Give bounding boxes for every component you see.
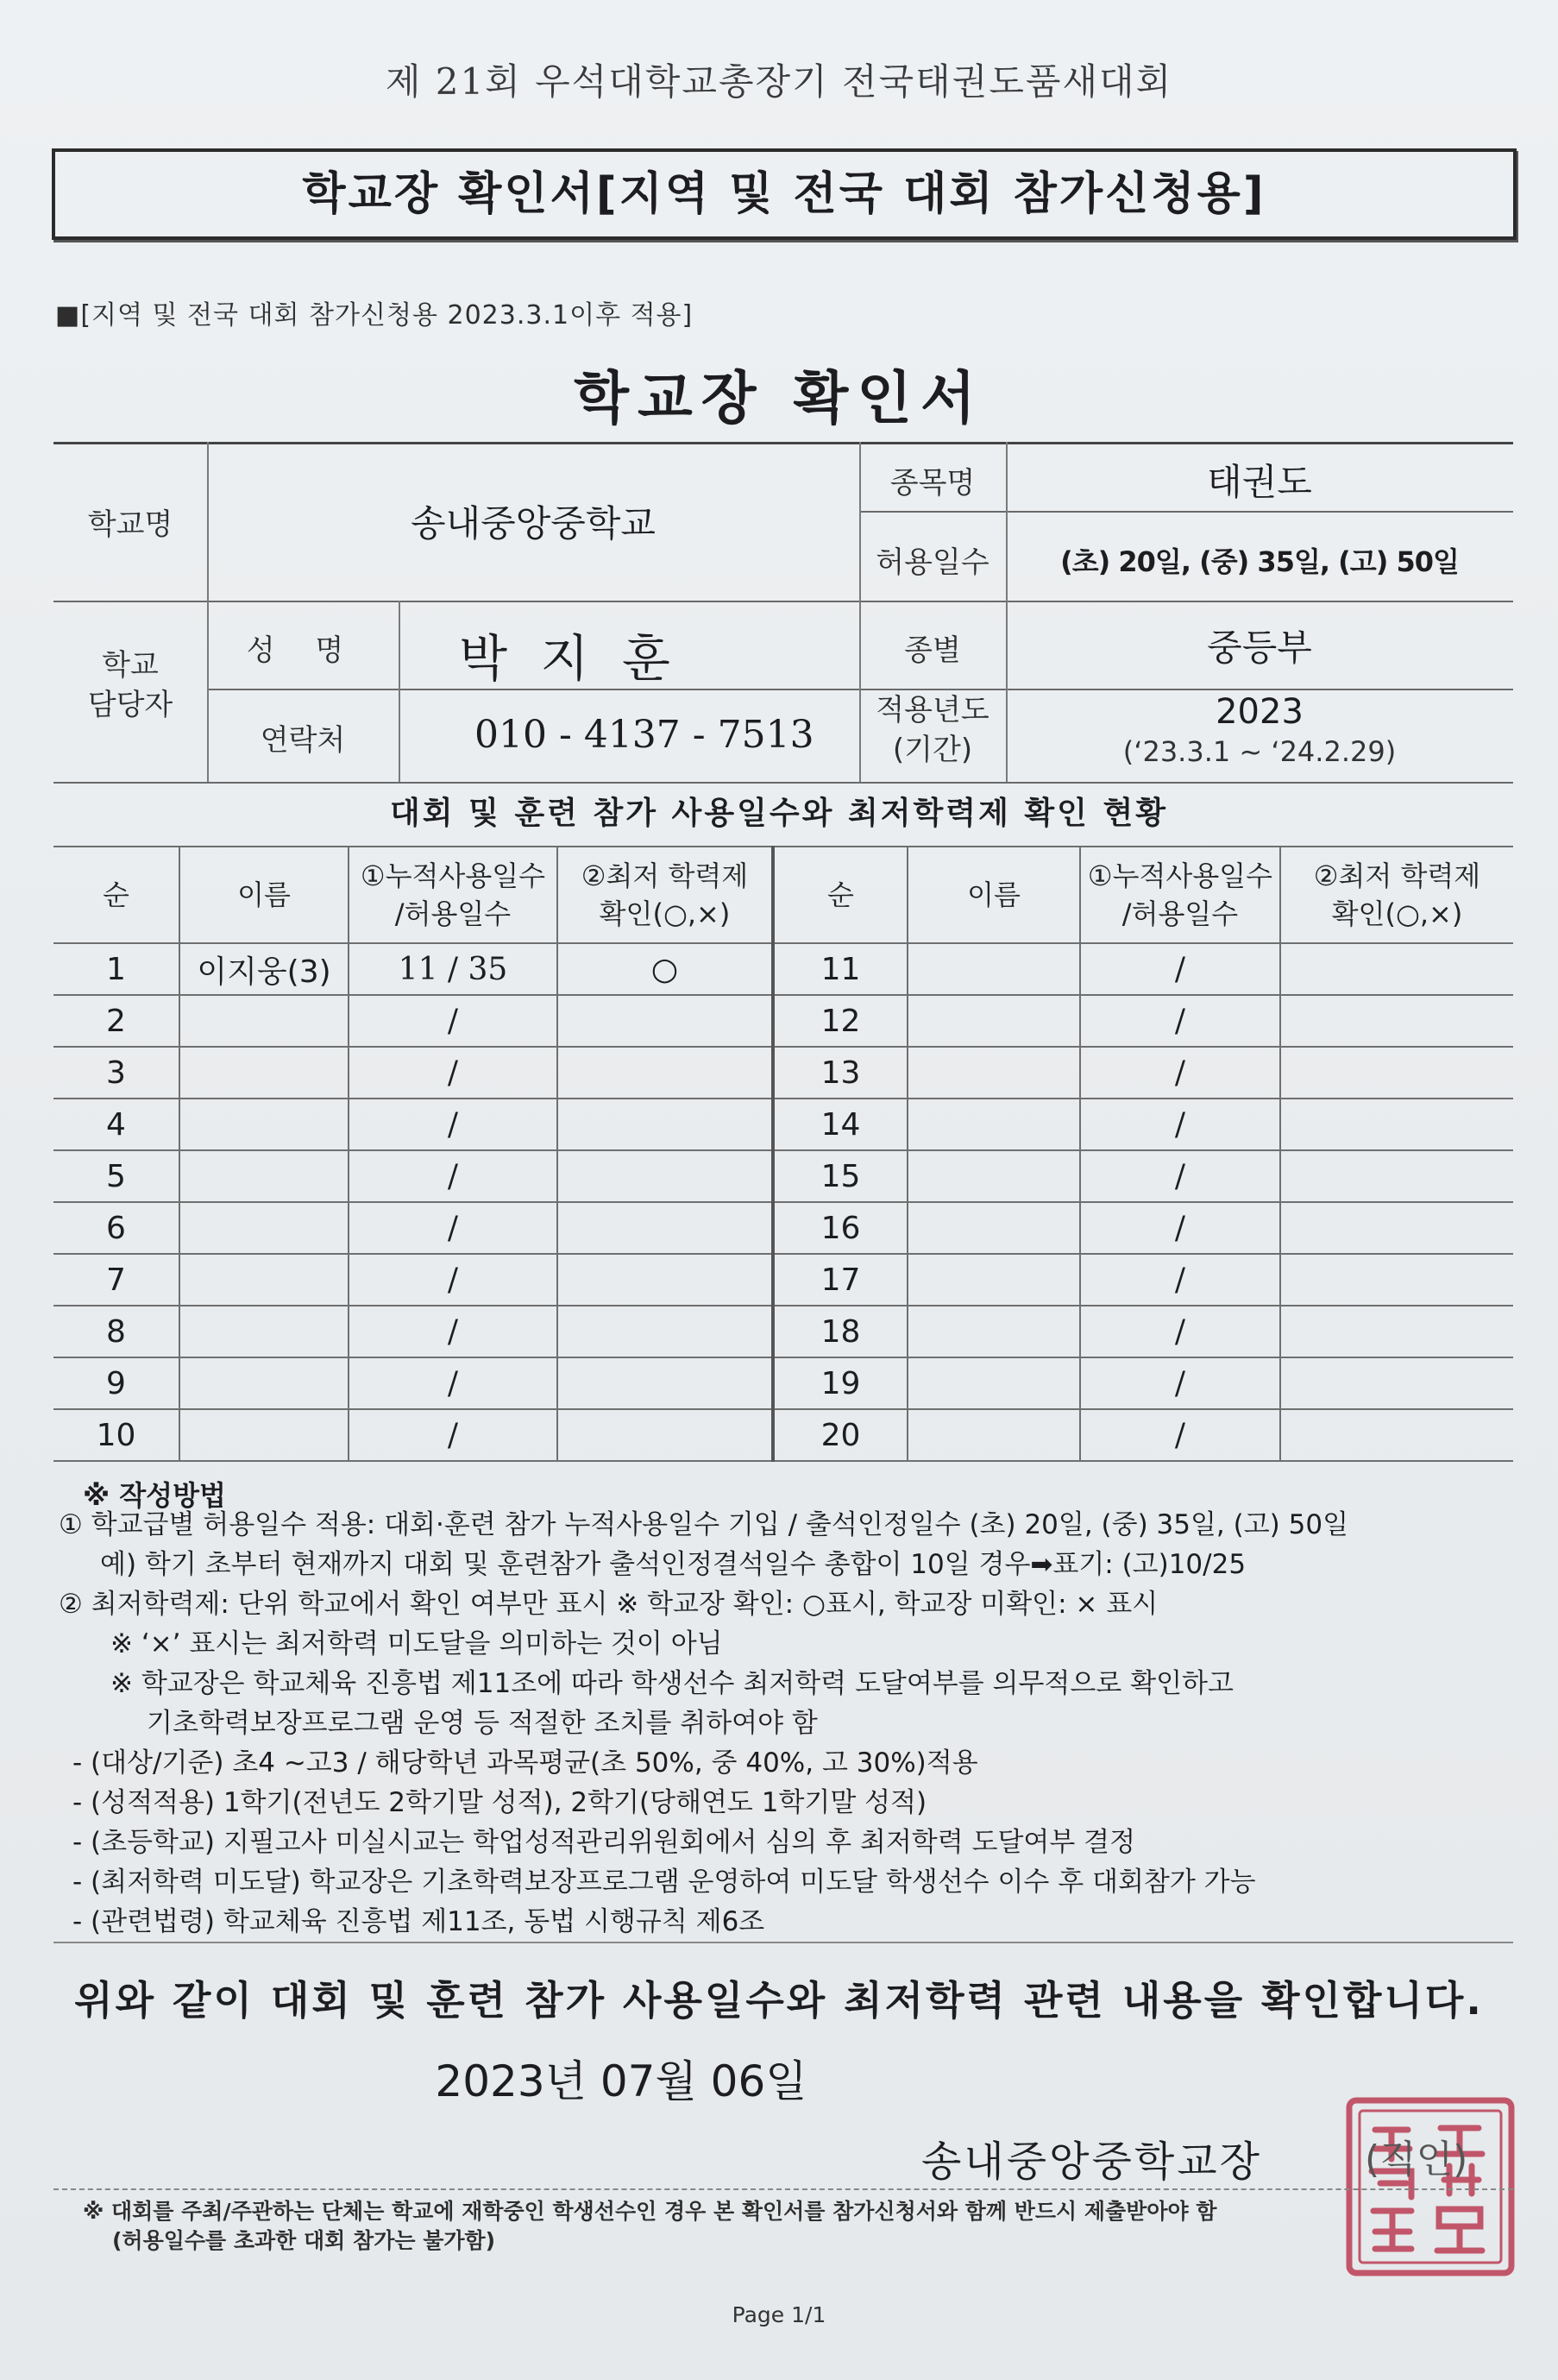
allowed-days-value: (초) 20일, (중) 35일, (고) 50일 [1060,545,1459,578]
row-no-2: 13 [773,1047,908,1099]
participants-table [53,846,1513,1462]
year-value: 2023 [1216,692,1304,732]
row-check-2 [1280,1357,1513,1409]
row-check-2 [1280,1409,1513,1461]
school-name-value: 송내중앙중학교 [410,502,656,545]
row-name [179,1202,349,1254]
principal-name: 송내중앙중학교장 [921,2138,1262,2186]
row-no-2: 15 [773,1150,908,1202]
year-label: 적용년도 (기간) [876,693,989,767]
howto-line: ② 최저학력제: 단위 학교에서 확인 여부만 표시 ※ 학교장 확인: ○표시, 학교장 미확인: × 표시 [59,1589,1159,1620]
col-header-no: 순 [53,847,179,943]
row-check [557,1306,773,1357]
footnote [83,2197,1498,2256]
table-header-row [53,847,1513,943]
col-header-no-2: 순 [773,847,908,943]
row-name-2 [908,1047,1080,1099]
row-check-2 [1280,943,1513,995]
row-days: / [349,1254,557,1306]
row-no-2: 12 [773,995,908,1047]
row-name-2 [908,1357,1080,1409]
row-name-2 [908,1254,1080,1306]
table-row [53,943,1513,995]
division-value: 중등부 [1207,626,1312,669]
table-row [53,1099,1513,1150]
certificate-title-box [52,148,1517,240]
row-days: / [349,1409,557,1461]
row-days-2: / [1080,1047,1280,1099]
row-name-2 [908,995,1080,1047]
row-check [557,1409,773,1461]
row-no: 2 [53,995,179,1047]
row-no: 9 [53,1357,179,1409]
division-label: 종별 [904,633,961,668]
row-check-2 [1280,1047,1513,1099]
school-name-label: 학교명 [87,507,173,542]
row-name-2 [908,1202,1080,1254]
row-no: 6 [53,1202,179,1254]
row-check [557,1047,773,1099]
info-table [53,442,1513,784]
row-check [557,1150,773,1202]
howto-line: ※ 학교장은 학교체육 진흥법 제11조에 따라 학생선수 최저학력 도달여부를 의무적으로 확인하고 [110,1668,1234,1699]
manager-name-value: 박 지 훈 [459,629,679,688]
row-check [557,1254,773,1306]
section-title: 대회 및 훈련 참가 사용일수와 최저학력제 확인 현황 [389,796,1169,831]
col-header-days: ①누적사용일수 /허용일수 [349,847,557,943]
row-no-2: 11 [773,943,908,995]
col-header-check: ②최저 학력제 확인(○,×) [557,847,773,943]
row-no-2: 18 [773,1306,908,1357]
row-days-2: / [1080,1099,1280,1150]
event-title: 제 21회 우석대학교총장기 전국태권도품새대회 [385,60,1173,103]
howto-list [59,1505,1525,1942]
howto-line: ※ ‘×’ 표시는 최저학력 미도달을 의미하는 것이 아님 [110,1628,723,1659]
contact-label: 연락처 [260,723,346,758]
row-no-2: 19 [773,1357,908,1409]
row-check [557,1202,773,1254]
row-name [179,1047,349,1099]
table-row [53,1357,1513,1409]
row-check-2 [1280,1202,1513,1254]
row-days: 11 / 35 [349,943,557,995]
seal-label: (직인) [1365,2138,1468,2182]
row-name: 이지웅(3) [179,943,349,995]
howto-line: - (초등학교) 지필고사 미실시교는 학업성적관리위원회에서 심의 후 최저학력 도달여부 결정 [72,1827,1136,1858]
row-name-2 [908,943,1080,995]
row-days: / [349,995,557,1047]
col-header-name-2: 이름 [908,847,1080,943]
table-row [53,1202,1513,1254]
date: 2023년 07월 06일 [435,2056,807,2106]
row-days-2: / [1080,943,1280,995]
howto-line: 예) 학기 초부터 현재까지 대회 및 훈련참가 출석인정결석일수 총합이 10일 경우➡표기: (고)10/25 [100,1549,1247,1580]
apply-note: ■[지역 및 전국 대회 참가신청용 2023.3.1이후 적용] [55,300,694,331]
footnote-line: (허용일수를 초과한 대회 참가는 불가함) [112,2228,496,2253]
row-no: 7 [53,1254,179,1306]
howto-line: - (관련법령) 학교체육 진흥법 제11조, 동법 시행규칙 제6조 [72,1906,765,1937]
row-name [179,995,349,1047]
row-name-2 [908,1150,1080,1202]
table-row [53,995,1513,1047]
row-check-2 [1280,995,1513,1047]
row-check: ○ [557,943,773,995]
row-days-2: / [1080,1306,1280,1357]
howto-line: 기초학력보장프로그램 운영 등 적절한 조치를 취하여야 함 [147,1708,818,1739]
row-days-2: / [1080,1357,1280,1409]
howto-line: - (대상/기준) 초4 ~고3 / 해당학년 과목평균(초 50%, 중 40%, 고 30%)적용 [72,1747,978,1779]
divider [53,1942,1513,1943]
row-days: / [349,1202,557,1254]
row-no-2: 20 [773,1409,908,1461]
row-no: 10 [53,1409,179,1461]
row-days: / [349,1306,557,1357]
manager-label: 학교 담당자 [87,648,173,722]
row-no-2: 16 [773,1202,908,1254]
row-days-2: / [1080,1254,1280,1306]
row-days-2: / [1080,995,1280,1047]
name-label: 성 명 [246,633,360,668]
row-check-2 [1280,1099,1513,1150]
row-check-2 [1280,1254,1513,1306]
row-days-2: / [1080,1409,1280,1461]
table-row [53,1254,1513,1306]
sport-value: 태권도 [1207,461,1312,503]
contact-value: 010 - 4137 - 7513 [474,713,814,757]
sport-label: 종목명 [889,466,976,501]
confirm-statement: 위와 같이 대회 및 훈련 참가 사용일수와 최저학력 관련 내용을 확인합니다. [74,1977,1484,2024]
row-no: 3 [53,1047,179,1099]
row-check [557,995,773,1047]
row-name [179,1150,349,1202]
row-check [557,1099,773,1150]
row-check-2 [1280,1306,1513,1357]
row-no-2: 17 [773,1254,908,1306]
row-no: 4 [53,1099,179,1150]
row-name-2 [908,1306,1080,1357]
col-header-check-2: ②최저 학력제 확인(○,×) [1280,847,1513,943]
divider [53,2188,1513,2190]
row-days: / [349,1047,557,1099]
page-number: Page 1/1 [732,2302,826,2327]
row-days-2: / [1080,1150,1280,1202]
table-row [53,1409,1513,1461]
allowed-days-label: 허용일수 [876,545,989,580]
row-name [179,1254,349,1306]
col-header-days-2: ①누적사용일수 /허용일수 [1080,847,1280,943]
row-name [179,1099,349,1150]
row-no: 8 [53,1306,179,1357]
row-check [557,1357,773,1409]
howto-line: - (성적적용) 1학기(전년도 2학기말 성적), 2학기(당해연도 1학기말 성적) [72,1787,927,1818]
row-name-2 [908,1409,1080,1461]
main-title: 학교장 확인서 [574,365,984,431]
row-no: 1 [53,943,179,995]
row-no-2: 14 [773,1099,908,1150]
period-value: (‘23.3.1 ~ ‘24.2.29) [1122,735,1397,768]
table-row [53,1047,1513,1099]
row-days-2: / [1080,1202,1280,1254]
howto-line: - (최저학력 미도달) 학교장은 기초학력보장프로그램 운영하여 미도달 학생선수 이수 후 대회참가 가능 [72,1867,1256,1898]
howto-title: ※ 작성방법 [83,1479,226,1512]
row-days: / [349,1150,557,1202]
howto-line: ① 학교급별 허용일수 적용: 대회·훈련 참가 누적사용일수 기입 / 출석인정일수 (초) 20일, (중) 35일, (고) 50일 [59,1509,1349,1540]
row-name [179,1357,349,1409]
row-name-2 [908,1099,1080,1150]
row-name [179,1306,349,1357]
row-days: / [349,1099,557,1150]
row-name [179,1409,349,1461]
certificate-box-title: 학교장 확인서[지역 및 전국 대회 참가신청용] [302,168,1266,220]
row-no: 5 [53,1150,179,1202]
col-header-name: 이름 [179,847,349,943]
row-days: / [349,1357,557,1409]
footnote-line: ※ 대회를 주최/주관하는 단체는 학교에 재학중인 학생선수인 경우 본 확인서를 참가신청서와 함께 반드시 제출받아야 함 [83,2199,1217,2224]
table-row [53,1150,1513,1202]
row-check-2 [1280,1150,1513,1202]
table-row [53,1306,1513,1357]
